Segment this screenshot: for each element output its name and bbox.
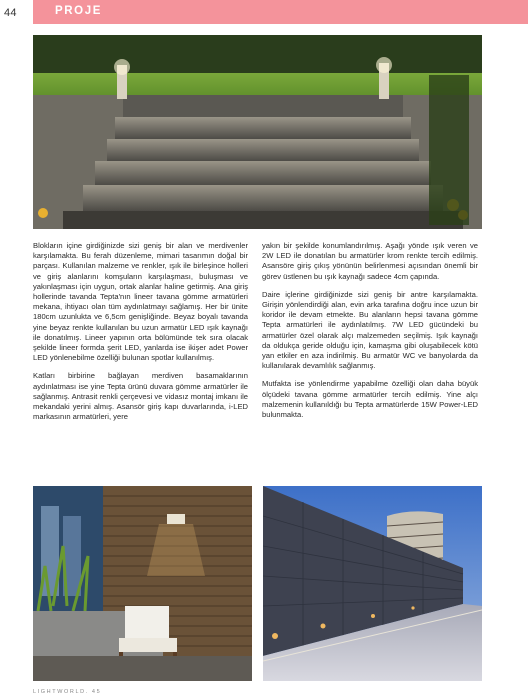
section-banner (33, 0, 528, 24)
stairs-photo (33, 35, 482, 229)
page-number: 44 (4, 7, 17, 19)
article-column-left (33, 241, 248, 430)
paragraph: Daire içlerine girdiğinizde sizi geniş bir antre karşılamakta. Girişin yönlendirdiği alan, evin arka tarafına doğru ince uzun bir koridor ile devam etmekte. Bu alanların hepsi tavana gömme Tepta armatürleri ile aydınlatılmış. 7W LED gücündeki bu armatürler özel olarak alçı malzemeden seçilmiş. Işık kaynağı da oldukça geride olduğu için, kamaşma gibi oluşabilecek kötü yan etkiler en aza indirilmiş. Bu armatür WC ve banyolarda da kullanılarak devamlılık sağlanmış. (262, 289, 478, 371)
paragraph: yakın bir şekilde konumlandırılmış. Aşağı yönde ışık veren ve 2W LED ile donatılan bu armatürler krom renkte tercih edilmiş. Asansöre giriş çıkış yönünün belirlenmesi açısından önemli bir görev üstlenen bu ışık kaynağı sadece 4cm çapında. (262, 241, 478, 281)
article-column-right (262, 241, 478, 428)
paragraph: Blokların içine girdiğinizde sizi geniş bir alan ve merdivenler karşılamakta. Bu ferah düzenleme, mimari tasarımın doğal bir parçası. Kullanılan malzeme ve renkler, ışık ile birleşince holleri ve giriş alanlarını komşuların karşılaşması, buluşması ve yakınlaşması için uygun, ortak alanlar haline getirmiş. Ana giriş hollerinde tavanda Tepta'nın lineer tavana gömme armatürleri mekana, ihtiyacı olan tüm aydınlatmayı sağlamış. Her bir ünite 180cm uzunlukta ve 6,5cm genişliğinde. Beyaz boyalı tavanda yine beyaz renkte kullanılan bu uzun armatür LED ışık kaynağı ile donatılmış. Lineer yapının orta bölümünde tek sıra olacak şekilde lineer formda şerit LED, yanlarda ise ikişer adet Power LED yönlenebilme özelliği bulunan spotlar kullanılmış. (33, 241, 248, 363)
paragraph: Katları birbirine bağlayan merdiven basamaklarının aydınlatması ise yine Tepta ürünü duvara gömme armatürler ile sağlanmış. Antrasit renkli çerçevesi ve vidasız montaj imkanı ile mekandaki yerini almış. Asansör giriş kapı duvarlarında, i-LED markasının armatürleri, yere (33, 371, 248, 422)
magazine-footer: LIGHTWORLD. 45 (33, 689, 102, 695)
paragraph: Mutfakta ise yönlendirme yapabilme özelliği olan daha büyük ölçüdeki tavana gömme armatürler tercih edilmiş. Yine alçı malzemenin kullanıldığı bu Tepta armatürlerde 15W Power-LED bulunmakta. (262, 379, 478, 420)
section-label: PROJE (55, 5, 102, 17)
walkway-photo (263, 486, 482, 681)
terrace-photo (33, 486, 252, 681)
